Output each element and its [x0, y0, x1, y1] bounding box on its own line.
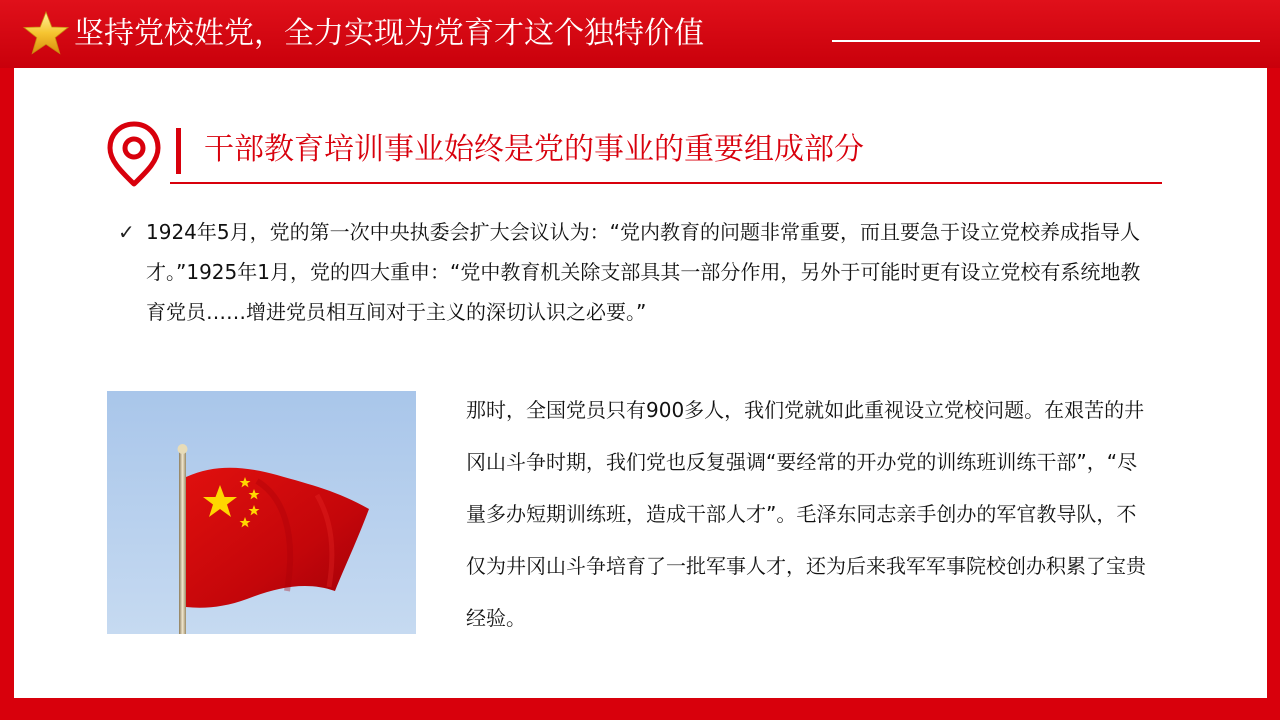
red-flag-photo	[107, 391, 416, 634]
bullet-paragraph: 1924年5月，党的第一次中央执委会扩大会议认为：“党内教育的问题非常重要，而且要急于设立党校养成指导人才。”1925年1月，党的四大重申：“党中教育机关除支部具其一部分作用，另外于可能时更有设立党校有系统地教育党员……增进党员相互间对于主义的深切认识之必要。”	[146, 220, 1141, 324]
title-underline	[170, 182, 1162, 184]
star-icon	[22, 10, 70, 56]
checkmark-icon: ✓	[118, 220, 135, 244]
page-title: 坚持党校姓党，全力实现为党育才这个独特价值	[74, 16, 704, 51]
title-accent-bar	[176, 128, 181, 174]
body-paragraph: 那时，全国党员只有900多人，我们党就如此重视设立党校问题。在艰苦的井冈山斗争时期，我们党也反复强调“要经常的开办党的训练班训练干部”，“尽量多办短期训练班，造成干部人才”。毛泽东同志亲手创办的军官教导队，不仅为井冈山斗争培育了一批军事人才，还为后来我军军事院校创办积累了宝贵经验。	[466, 398, 1146, 630]
header-bar	[0, 0, 1280, 68]
header-divider	[832, 40, 1260, 42]
location-pin-icon	[106, 120, 162, 188]
section-title: 干部教育培训事业始终是党的事业的重要组成部分	[204, 132, 864, 167]
